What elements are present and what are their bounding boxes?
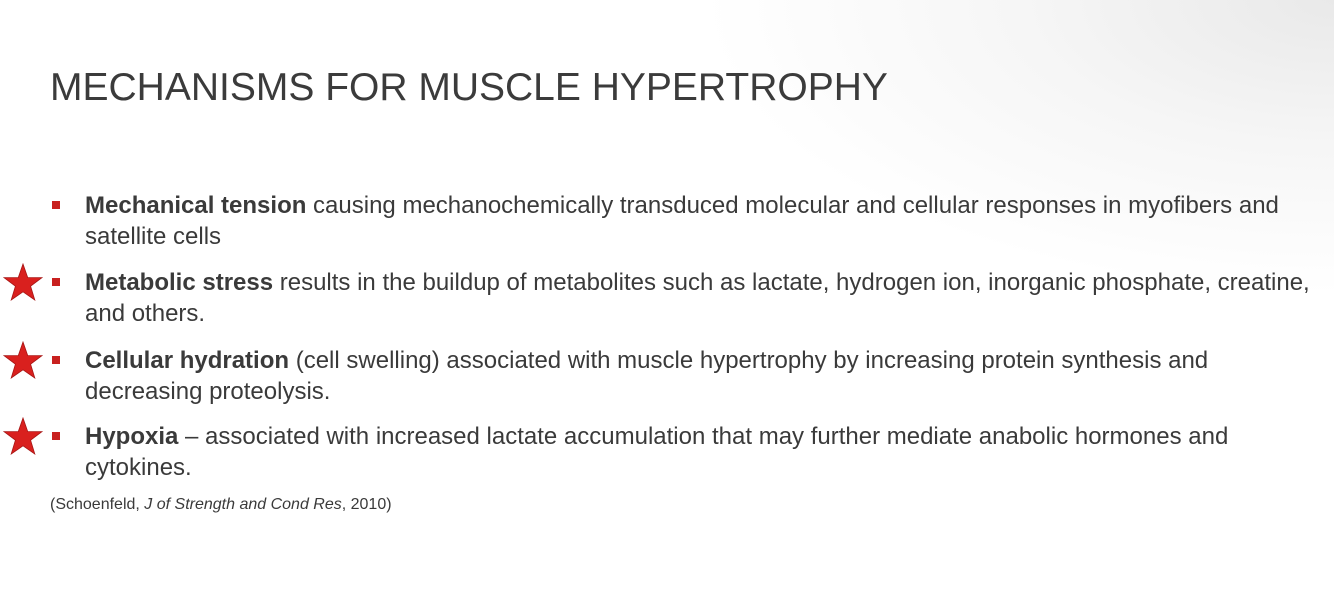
red-star-icon <box>3 341 43 379</box>
bullet-text <box>85 190 1315 252</box>
red-star-icon <box>3 263 43 301</box>
bullet-text <box>85 267 1315 329</box>
red-star-icon <box>3 417 43 455</box>
slide-title: MECHANISMS FOR MUSCLE HYPERTROPHY <box>50 66 888 109</box>
bullet-description: results in the buildup of metabolites such as lactate, hydrogen ion, inorganic phosphate, creatine, and others. <box>85 269 1310 327</box>
bullet-term: Hypoxia <box>85 423 179 450</box>
citation <box>50 496 392 514</box>
bullet-description: (cell swelling) associated with muscle hypertrophy by increasing protein synthesis and decreasing proteolysis. <box>85 347 1209 405</box>
bullet-term: Cellular hydration <box>85 347 290 374</box>
citation-journal: J of Strength and Cond Res <box>144 496 342 513</box>
bullet-text <box>85 421 1315 483</box>
bullet-square-icon <box>52 278 60 286</box>
bullet-square-icon <box>52 201 60 209</box>
citation-prefix: (Schoenfeld, <box>50 496 145 513</box>
bullet-term: Mechanical tension <box>85 192 307 219</box>
bullet-description: – associated with increased lactate accumulation that may further mediate anabolic hormones and cytokines. <box>85 423 1229 481</box>
bullet-square-icon <box>52 432 60 440</box>
bullet-term: Metabolic stress <box>85 269 274 296</box>
bullet-text <box>85 345 1315 407</box>
bullet-description: causing mechanochemically transduced molecular and cellular responses in myofibers and satellite cells <box>85 192 1279 250</box>
bullet-square-icon <box>52 356 60 364</box>
citation-suffix: , 2010) <box>341 496 392 513</box>
